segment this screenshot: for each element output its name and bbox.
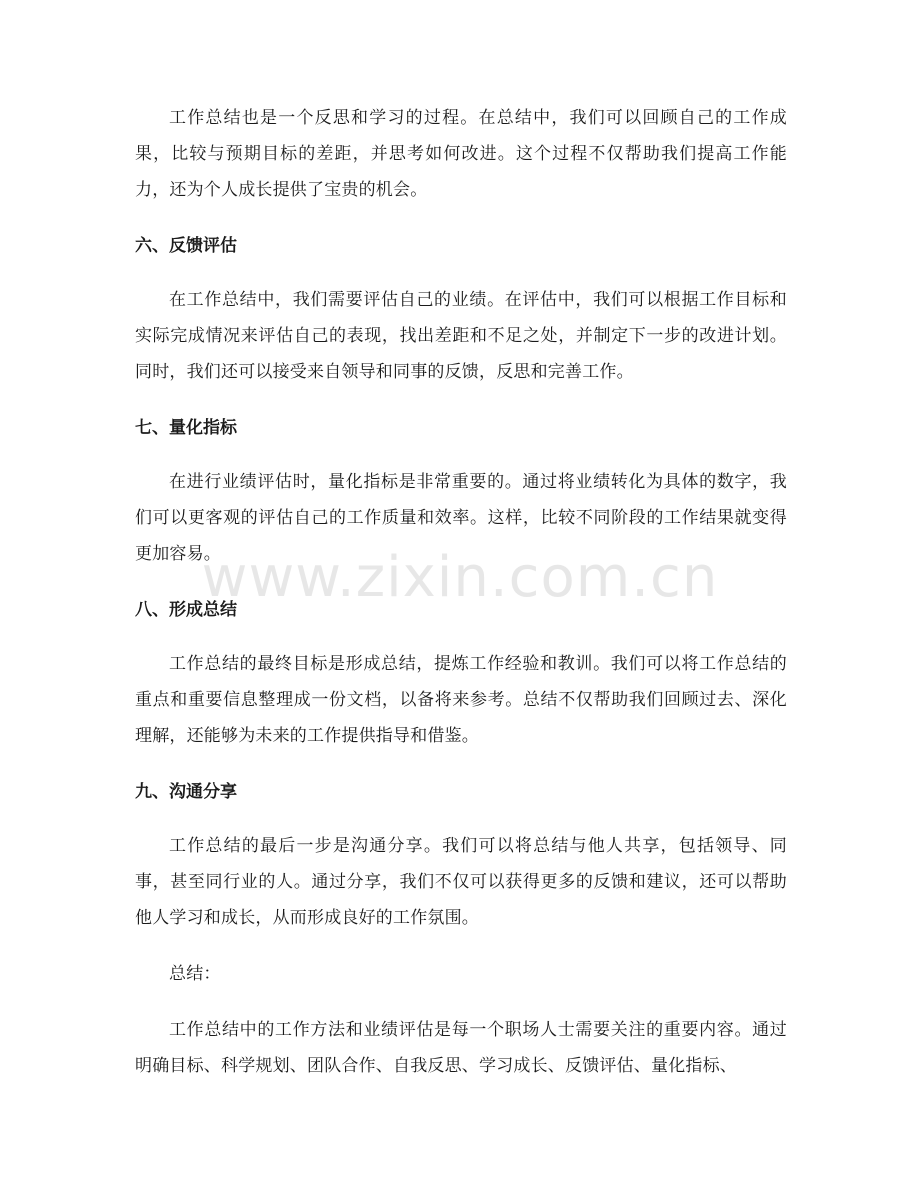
paragraph-communication-sharing: 工作总结的最后一步是沟通分享。我们可以将总结与他人共享，包括领导、同事，甚至同行业的人。通过分享，我们不仅可以获得更多的反馈和建议，还可以帮助他人学习和成长，从而形成良好的工作氛围。 <box>135 836 787 928</box>
heading-feedback-evaluation: 六、反馈评估 <box>135 236 237 256</box>
heading-quantified-metrics: 七、量化指标 <box>135 418 237 438</box>
paragraph-form-summary: 工作总结的最终目标是形成总结，提炼工作经验和教训。我们可以将工作总结的重点和重要信息整理成一份文档，以备将来参考。总结不仅帮助我们回顾过去、深化理解，还能够为未来的工作提供指导和借鉴。 <box>135 654 787 746</box>
document-body <box>135 100 787 1084</box>
summary-label: 总结： <box>169 964 221 984</box>
heading-communication-sharing: 九、沟通分享 <box>135 782 237 802</box>
paragraph-quantified-metrics: 在进行业绩评估时，量化指标是非常重要的。通过将业绩转化为具体的数字，我们可以更客观的评估自己的工作质量和效率。这样，比较不同阶段的工作结果就变得更加容易。 <box>135 472 787 564</box>
watermark: www.zixin.com.cn <box>201 545 719 610</box>
paragraph-intro: 工作总结也是一个反思和学习的过程。在总结中，我们可以回顾自己的工作成果，比较与预期目标的差距，并思考如何改进。这个过程不仅帮助我们提高工作能力，还为个人成长提供了宝贵的机会。 <box>135 108 787 200</box>
paragraph-summary: 工作总结中的工作方法和业绩评估是每一个职场人士需要关注的重要内容。通过明确目标、科学规划、团队合作、自我反思、学习成长、反馈评估、量化指标、 <box>135 1020 787 1076</box>
heading-form-summary: 八、形成总结 <box>135 600 237 620</box>
paragraph-feedback-evaluation: 在工作总结中，我们需要评估自己的业绩。在评估中，我们可以根据工作目标和实际完成情况来评估自己的表现，找出差距和不足之处，并制定下一步的改进计划。同时，我们还可以接受来自领导和同事的反馈，反思和完善工作。 <box>135 290 787 382</box>
